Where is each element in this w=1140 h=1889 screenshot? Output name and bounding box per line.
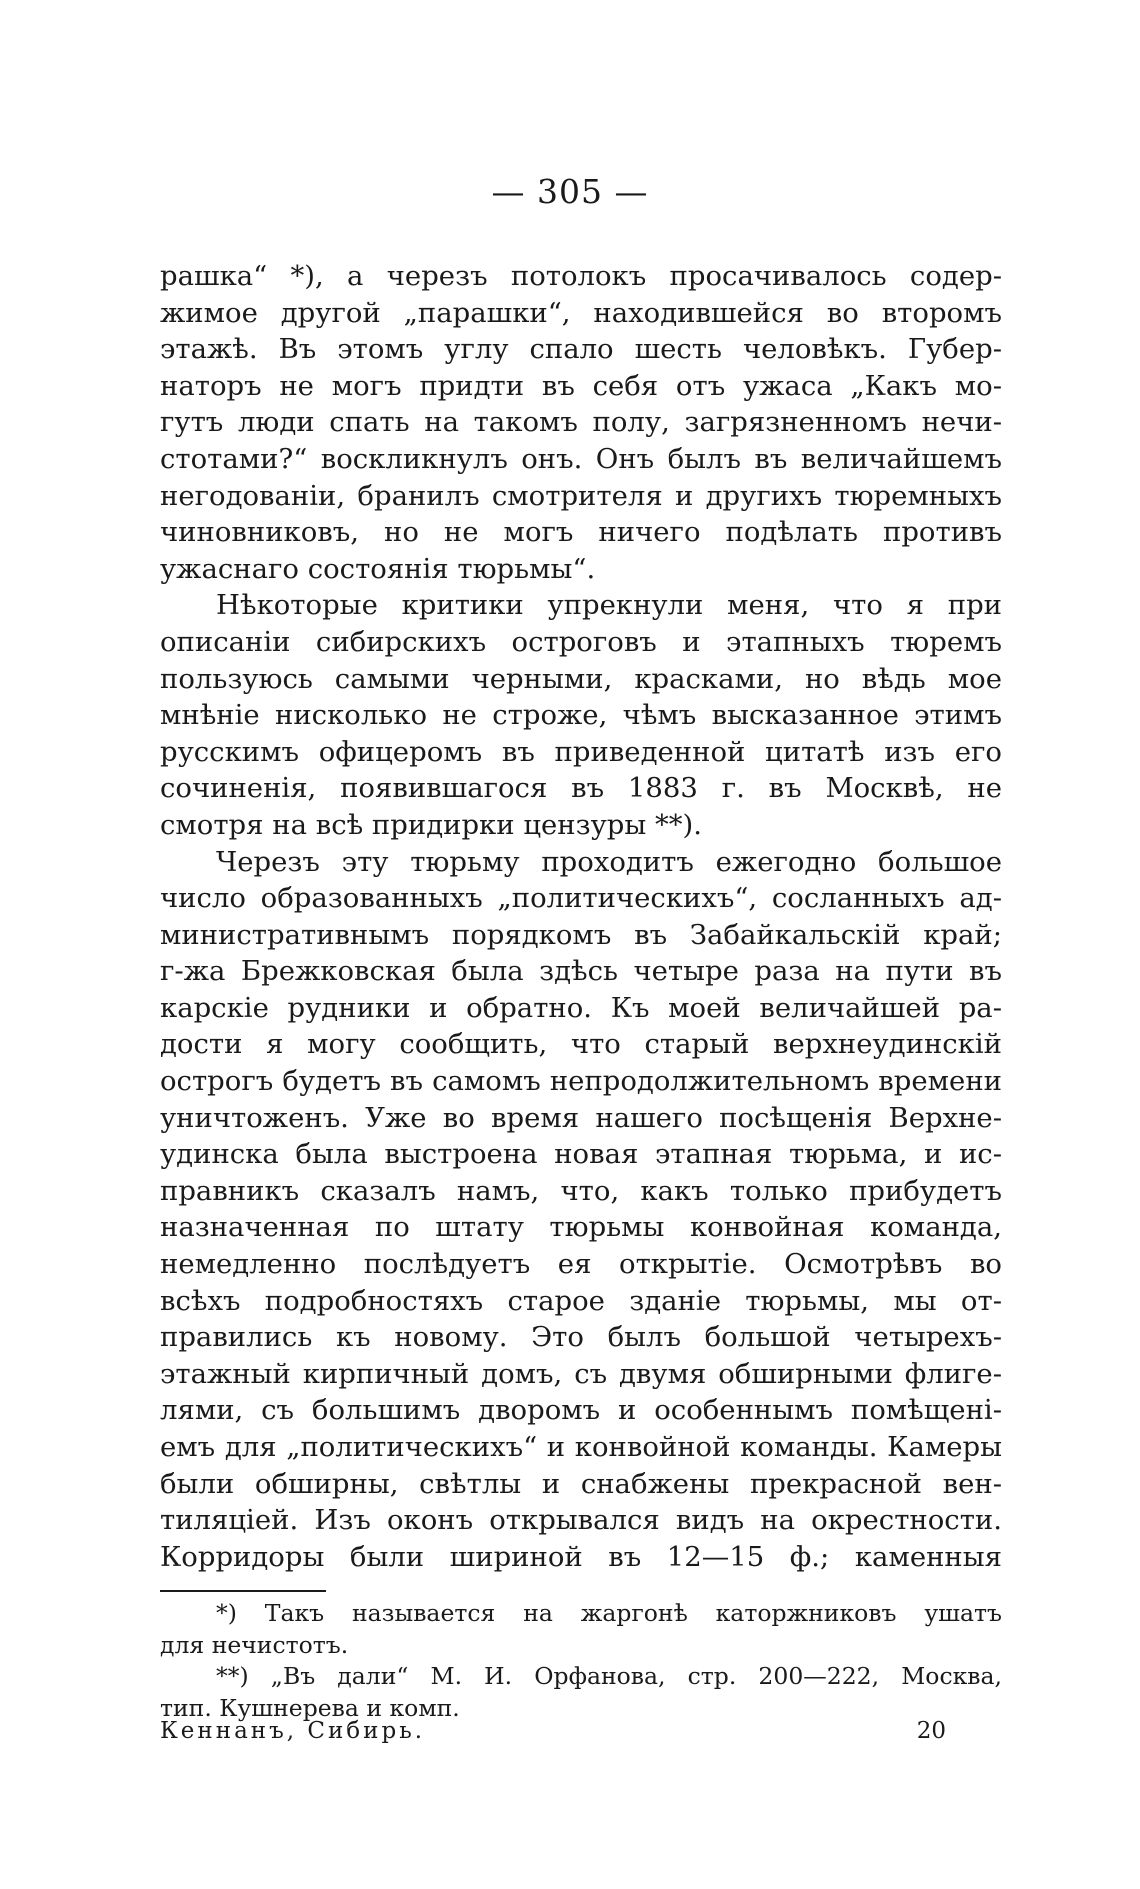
text-line: негодованіи, бранилъ смотрителя и другихъ тюремныхъ <box>160 479 1002 512</box>
text-line: назначенная по штату тюрьмы конвойная команда, <box>160 1211 1002 1244</box>
text-line: стотами?“ воскликнулъ онъ. Онъ былъ въ величайшемъ <box>160 442 1002 475</box>
text-line: емъ для „политическихъ“ и конвойной команды. Камеры <box>160 1431 1002 1463</box>
text-line: мнѣніе нисколько не строже, чѣмъ высказанное этимъ <box>160 699 1002 732</box>
signature-mark: Кеннанъ, Сибирь. <box>160 1718 426 1744</box>
body-text <box>160 258 1002 1575</box>
footnote-line: тип. Кушнерева и комп. <box>160 1693 460 1722</box>
text-line: Корридоры были шириной въ 12—15 ф.; каменныя <box>160 1540 1002 1573</box>
text-line-paragraph-start: Нѣкоторые критики упрекнули меня, что я при <box>216 589 1002 622</box>
text-line: были обширны, свѣтлы и снабжены прекрасной вен- <box>160 1467 1002 1500</box>
signature-number: 20 <box>916 1718 946 1744</box>
text-line: всѣхъ подробностяхъ старое зданіе тюрьмы, мы от- <box>160 1284 1002 1317</box>
text-line: дости я могу сообщить, что старый верхнеудинскій <box>160 1028 1002 1061</box>
text-line: чиновниковъ, но не могъ ничего подѣлать противъ <box>160 516 1002 549</box>
text-line: русскимъ офицеромъ въ приведенной цитатѣ изъ его <box>160 735 1002 768</box>
footnote-line: для нечистотъ. <box>160 1630 349 1659</box>
text-line: уничтоженъ. Уже во время нашего посѣщенія Верхне- <box>160 1101 1002 1134</box>
text-line: этажный кирпичный домъ, съ двумя обширными флиге- <box>160 1357 1002 1390</box>
text-line: немедленно послѣдуетъ ея открытіе. Осмотрѣвъ во <box>160 1248 1002 1281</box>
text-line: описаніи сибирскихъ остроговъ и этапныхъ тюремъ <box>160 625 1002 658</box>
text-line-paragraph-end: ужаснаго состоянія тюрьмы“. <box>160 552 596 585</box>
text-line: тиляціей. Изъ оконъ открывался видъ на окрестности. <box>160 1504 1002 1537</box>
text-line: наторъ не могъ придти въ себя отъ ужаса „Какъ мо- <box>160 369 1002 402</box>
page-number: — 305 — <box>491 172 649 211</box>
text-line: пользуюсь самыми черными, красками, но вѣдь мое <box>160 662 1002 695</box>
text-line: министративнымъ порядкомъ въ Забайкальскій край; <box>160 918 1002 951</box>
text-line: острогъ будетъ въ самомъ непродолжительномъ времени <box>160 1065 1002 1098</box>
text-line: карскіе рудники и обратно. Къ моей величайшей ра- <box>160 991 1002 1024</box>
text-line: этажѣ. Въ этомъ углу спало шесть человѣкъ. Губер- <box>160 333 1002 366</box>
footnote-line: *) Такъ называется на жаргонѣ каторжниковъ ушатъ <box>216 1599 1002 1627</box>
text-line: правились къ новому. Это былъ большой четырехъ- <box>160 1321 1002 1354</box>
text-line: рашка“ *), а черезъ потолокъ просачивалось содер- <box>160 260 1002 292</box>
text-line: правникъ сказалъ намъ, что, какъ только прибудетъ <box>160 1174 1002 1207</box>
text-line: число образованныхъ „политическихъ“, сосланныхъ ад- <box>160 882 1002 915</box>
text-line-paragraph-end: смотря на всѣ придирки цензуры **). <box>160 808 702 841</box>
text-line: гутъ люди спать на такомъ полу, загрязненномъ нечи- <box>160 406 1002 439</box>
text-line: г-жа Брежковская была здѣсь четыре раза на пути въ <box>160 955 1002 988</box>
text-line: удинска была выстроена новая этапная тюрьма, и ис- <box>160 1138 1002 1171</box>
text-line-paragraph-start: Черезъ эту тюрьму проходитъ ежегодно большое <box>216 845 1002 878</box>
text-line: сочиненія, появившагося въ 1883 г. въ Москвѣ, не <box>160 772 1002 805</box>
footnote-line: **) „Въ дали“ М. И. Орфанова, стр. 200—222, Москва, <box>216 1662 1002 1690</box>
footnote-divider <box>160 1590 326 1592</box>
text-line: жимое другой „парашки“, находившейся во второмъ <box>160 296 1002 329</box>
text-line: лями, съ большимъ дворомъ и особеннымъ помѣщені- <box>160 1394 1002 1427</box>
footnotes <box>160 1598 1002 1724</box>
